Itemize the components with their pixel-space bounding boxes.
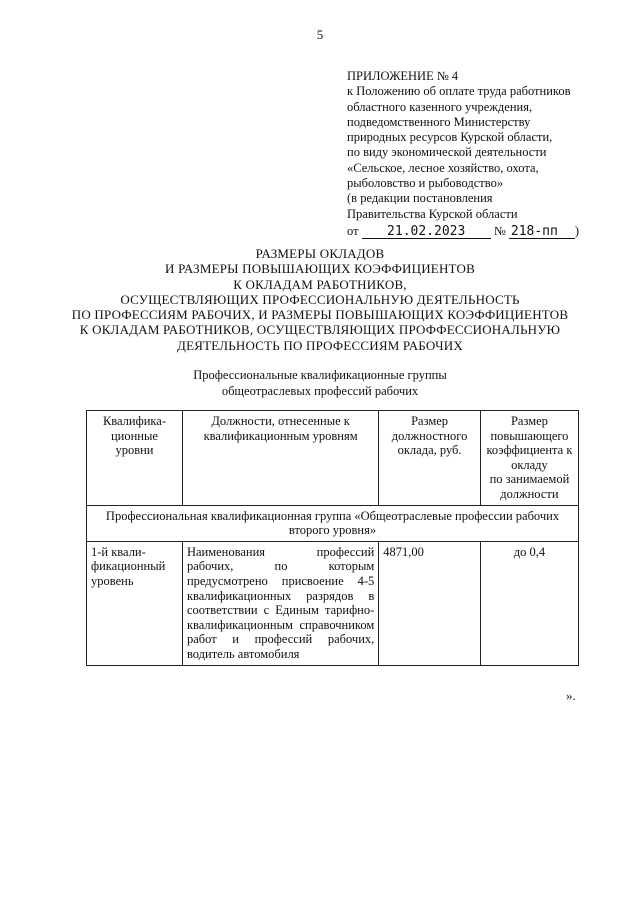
title-line: ПО ПРОФЕССИЯМ РАБОЧИХ, И РАЗМЕРЫ ПОВЫШАЮЩИХ КОЭФФИЦИЕНТОВ	[71, 307, 569, 323]
header-cell-positions	[182, 411, 378, 506]
appendix-line: Правительства Курской области	[347, 206, 518, 221]
date-prefix: от	[347, 223, 359, 238]
resolution-date: 21.02.2023	[362, 225, 491, 239]
title-line: И РАЗМЕРЫ ПОВЫШАЮЩИХ КОЭФФИЦИЕНТОВ	[165, 261, 475, 277]
level-text: 1-й квали- фикационный уровень	[91, 544, 166, 588]
document-title	[0, 246, 640, 353]
appendix-line: рыболовство и рыбоводство»	[347, 176, 504, 191]
table-row	[87, 541, 579, 665]
header-text: Размер повышающего коэффициента к окладу по занимаемой должности	[486, 414, 573, 501]
close-paren: )	[574, 223, 580, 238]
appendix-line: к Положению об оплате труда работников	[347, 84, 571, 99]
title-line: ОСУЩЕСТВЛЯЮЩИХ ПРОФЕССИОНАЛЬНУЮ ДЕЯТЕЛЬНОСТЬ	[120, 291, 520, 307]
appendix-line: подведомственного Министерству	[347, 114, 531, 129]
cell-level	[87, 541, 183, 665]
header-text: Размер должностного оклада, руб.	[391, 414, 468, 458]
appendix-block	[347, 69, 607, 239]
header-text: Квалифика- ционные уровни	[102, 414, 166, 458]
title-line: К ОКЛАДАМ РАБОТНИКОВ, ОСУЩЕСТВЛЯЮЩИХ ПРОФФЕССИОНАЛЬНУЮ	[79, 322, 561, 338]
table-header-row	[87, 411, 579, 506]
section-subtitle	[0, 368, 640, 399]
subtitle-line: общеотраслевых профессий рабочих	[221, 383, 419, 398]
cell-positions: Наименования профессий рабочих, по которым предусмотрено присвоение 4-5 квалификационных разрядов в соответствии с Единым тарифно-квалификационным справочником работ и профессий рабочих, водитель автомобиля	[182, 541, 378, 665]
resolution-date-line	[347, 224, 607, 239]
header-cell-levels	[87, 411, 183, 506]
page-number: 5	[316, 27, 324, 42]
title-line: К ОКЛАДАМ РАБОТНИКОВ,	[233, 276, 407, 292]
title-line: ДЕЯТЕЛЬНОСТЬ ПО ПРОФЕССИЯМ РАБОЧИХ	[177, 337, 463, 353]
header-cell-salary	[379, 411, 481, 506]
cell-coefficient: до 0,4	[480, 541, 578, 665]
group-row	[87, 505, 579, 541]
header-text: Должности, отнесенные к квалификационным уровням	[203, 414, 358, 443]
appendix-line: природных ресурсов Курской области,	[347, 130, 553, 145]
subtitle-line: Профессиональные квалификационные группы	[193, 368, 447, 382]
group-title: Профессиональная квалификационная группа «Общеотраслевые профессии рабочих второго уровня»	[87, 505, 579, 541]
title-line: РАЗМЕРЫ ОКЛАДОВ	[255, 246, 385, 261]
closing-mark: ».	[566, 688, 576, 703]
appendix-heading: ПРИЛОЖЕНИЕ № 4	[347, 69, 459, 83]
appendix-line: областного казенного учреждения,	[347, 99, 533, 114]
appendix-line: «Сельское, лесное хозяйство, охота,	[347, 160, 539, 175]
cell-salary: 4871,00	[379, 541, 481, 665]
resolution-number: 218-пп	[509, 225, 575, 239]
number-prefix: №	[493, 223, 506, 238]
header-cell-coefficient	[480, 411, 578, 506]
salary-table	[86, 410, 579, 666]
appendix-line: (в редакции постановления	[347, 191, 493, 206]
appendix-line: по виду экономической деятельности	[347, 145, 547, 160]
